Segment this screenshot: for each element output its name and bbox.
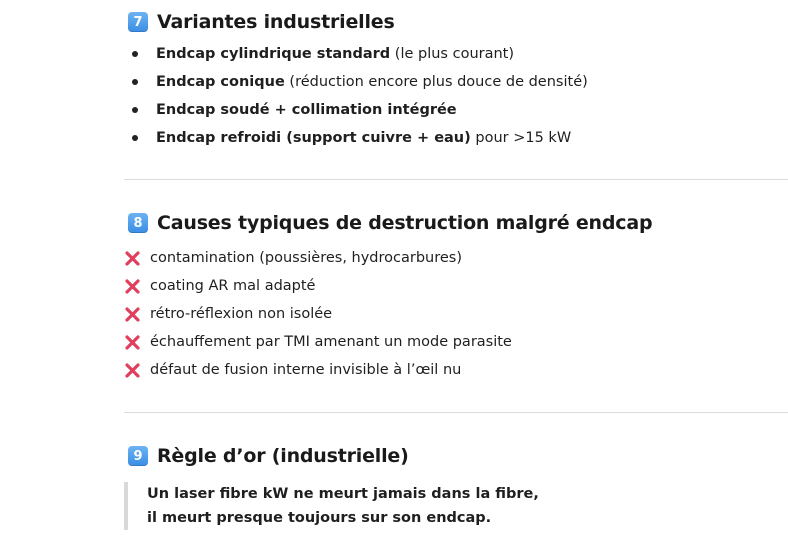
cross-mark-icon (124, 362, 150, 379)
list-item (124, 96, 788, 124)
item-text: rétro-réflexion non isolée (150, 306, 333, 322)
item-text: défaut de fusion interne invisible à l’œil nu (150, 362, 462, 378)
section-heading (124, 211, 788, 235)
section-heading (124, 10, 788, 34)
list-item (124, 356, 788, 384)
section-title: Variantes industrielles (157, 11, 395, 33)
item-text: (réduction encore plus douce de densité) (284, 74, 588, 90)
section-regle (124, 444, 788, 468)
item-text: (le plus courant) (390, 46, 515, 62)
item-bold: Endcap conique (156, 74, 285, 90)
item-text: pour >15 kW (470, 130, 572, 146)
section-divider (124, 412, 788, 413)
cross-mark-icon (124, 250, 150, 267)
variantes-list (124, 40, 788, 152)
bullet-icon (132, 51, 138, 57)
section-title: Règle d’or (industrielle) (157, 445, 409, 467)
section-title: Causes typiques de destruction malgré endcap (157, 212, 653, 234)
item-bold: Endcap cylindrique standard (156, 46, 391, 62)
quote-line: il meurt presque toujours sur son endcap. (147, 510, 492, 526)
cross-mark-icon (124, 306, 150, 323)
list-item (124, 40, 788, 68)
cross-mark-icon (124, 278, 150, 295)
list-item (124, 124, 788, 152)
section-causes (124, 211, 788, 384)
quote-line: Un laser fibre kW ne meurt jamais dans la fibre, (147, 486, 539, 502)
causes-list (124, 244, 788, 384)
list-item (124, 300, 788, 328)
keycap-9-icon: 9 (128, 446, 148, 466)
bullet-icon (132, 135, 138, 141)
section-divider (124, 179, 788, 180)
list-item (124, 328, 788, 356)
list-item (124, 272, 788, 300)
list-item (124, 68, 788, 96)
keycap-8-icon: 8 (128, 213, 148, 233)
list-item (124, 244, 788, 272)
blockquote (124, 482, 539, 530)
bullet-icon (132, 107, 138, 113)
section-variantes (124, 10, 788, 152)
item-bold: Endcap soudé + collimation intégrée (156, 102, 457, 118)
bullet-icon (132, 79, 138, 85)
item-text: coating AR mal adapté (150, 278, 316, 294)
keycap-7-icon: 7 (128, 12, 148, 32)
item-text: échauffement par TMI amenant un mode parasite (150, 334, 512, 350)
section-heading (124, 444, 788, 468)
item-text: contamination (poussières, hydrocarbures) (150, 250, 463, 266)
cross-mark-icon (124, 334, 150, 351)
item-bold: Endcap refroidi (support cuivre + eau) (156, 130, 471, 146)
